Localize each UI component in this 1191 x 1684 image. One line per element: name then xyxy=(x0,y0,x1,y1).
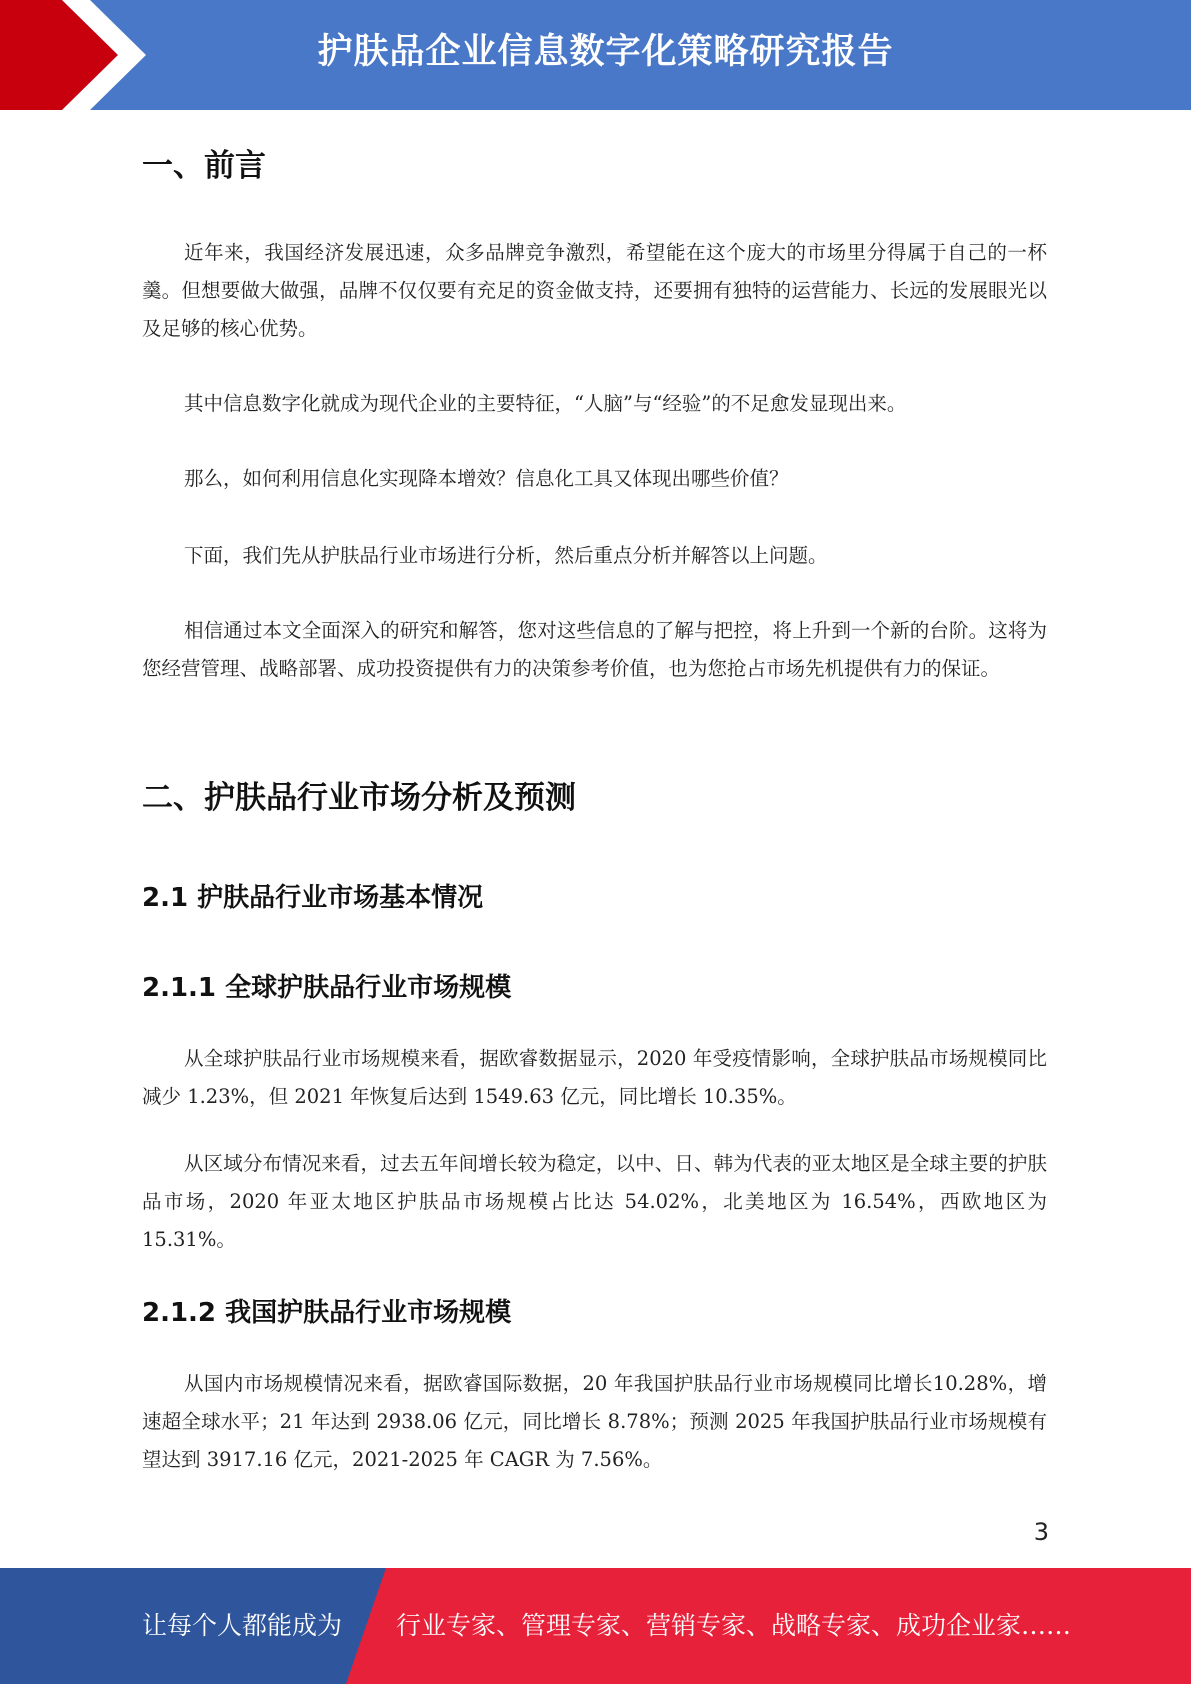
page-number: 3 xyxy=(1033,1518,1049,1546)
global-market-paragraph-1: 从全球护肤品行业市场规模来看，据欧睿数据显示，2020 年受疫情影响，全球护肤品市场规模同比减少 1.23%，但 2021 年恢复后达到 1549.63 亿元，同比增长 10.35%。 xyxy=(142,1047,1047,1108)
footer-slogan-left: 让每个人都能成为 xyxy=(142,1611,343,1640)
china-market-paragraph-1: 从国内市场规模情况来看，据欧睿国际数据，20 年我国护肤品行业市场规模同比增长10.28%，增速超全球水平；21 年达到 2938.06 亿元，同比增长 8.78%；预测 2025 年我国护肤品行业市场规模有望达到 3917.16 亿元，2021-2025 年 CAGR 为 7.56%。 xyxy=(142,1372,1047,1471)
preface-paragraph-4: 下面，我们先从护肤品行业市场进行分析，然后重点分析并解答以上问题。 xyxy=(184,544,828,567)
page-header xyxy=(0,0,1191,110)
preface-paragraph-2: 其中信息数字化就成为现代企业的主要特征，“人脑”与“经验”的不足愈发显现出来。 xyxy=(184,392,907,415)
preface-paragraph-1: 近年来，我国经济发展迅速，众多品牌竞争激烈，希望能在这个庞大的市场里分得属于自己的一杯羹。但想要做大做强，品牌不仅仅要有充足的资金做支持，还要拥有独特的运营能力、长远的发展眼光以及足够的核心优势。 xyxy=(142,241,1047,340)
report-title: 护肤品企业信息数字化策略研究报告 xyxy=(317,32,894,72)
global-market-heading: 2.1.1 全球护肤品行业市场规模 xyxy=(142,973,512,1003)
market-analysis-heading: 二、护肤品行业市场分析及预测 xyxy=(142,780,576,816)
footer-slogan-right: 行业专家、管理专家、营销专家、战略专家、成功企业家…… xyxy=(396,1611,1072,1640)
global-market-paragraph-2: 从区域分布情况来看，过去五年间增长较为稳定，以中、日、韩为代表的亚太地区是全球主要的护肤品市场，2020 年亚太地区护肤品市场规模占比达 54.02%，北美地区为 16.54%，西欧地区为 15.31%。 xyxy=(142,1152,1047,1251)
page-footer xyxy=(0,1568,1191,1684)
preface-paragraph-3: 那么，如何利用信息化实现降本增效？信息化工具又体现出哪些价值？ xyxy=(184,467,789,490)
preface-paragraph-5: 相信通过本文全面深入的研究和解答，您对这些信息的了解与把控，将上升到一个新的台阶。这将为您经营管理、战略部署、成功投资提供有力的决策参考价值，也为您抢占市场先机提供有力的保证。 xyxy=(142,619,1047,680)
basic-situation-heading: 2.1 护肤品行业市场基本情况 xyxy=(142,883,484,913)
china-market-heading: 2.1.2 我国护肤品行业市场规模 xyxy=(142,1298,512,1328)
preface-heading: 一、前言 xyxy=(142,148,266,184)
